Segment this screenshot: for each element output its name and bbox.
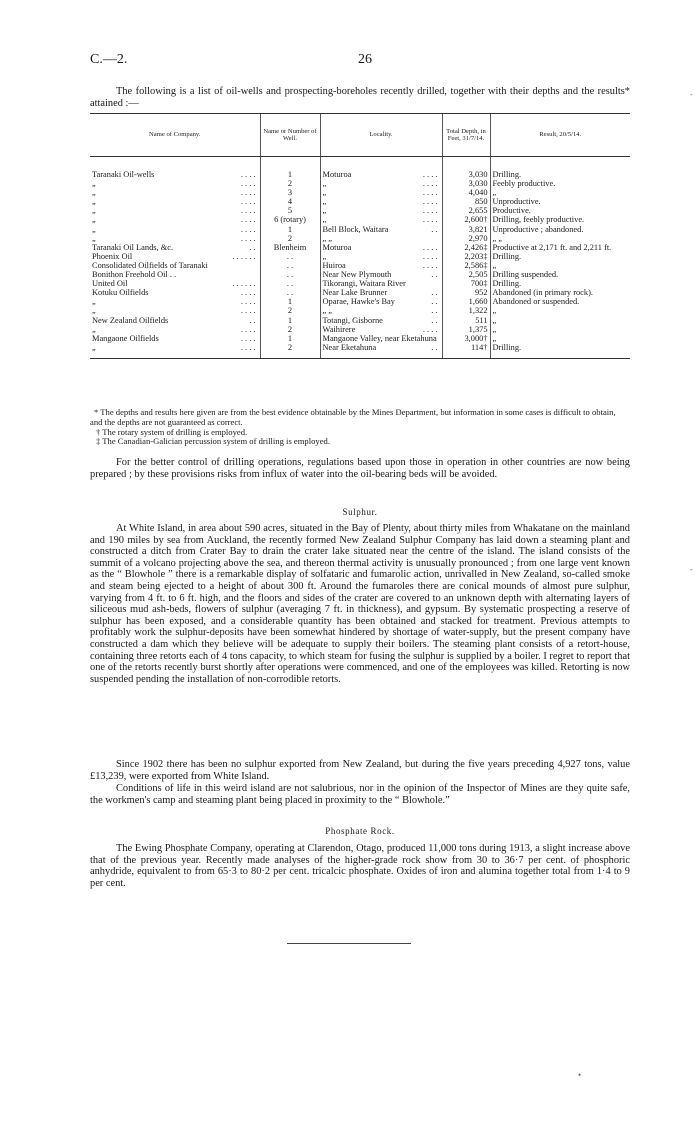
cell-depth: 850	[442, 197, 490, 206]
cell-depth: 2,426‡	[442, 243, 490, 252]
sulphur-heading: Sulphur.	[342, 507, 378, 517]
cell-result: Drilling.	[490, 279, 630, 288]
cell-company: Mangaone Oilfields . . . .	[92, 333, 256, 343]
cell-well: Blenheim	[260, 243, 320, 252]
cell-result: Feebly productive.	[490, 179, 630, 188]
cell-company: Taranaki Oil-wells . . . .	[92, 170, 256, 179]
margin-dot: •	[578, 1070, 582, 1080]
cell-result: Productive at 2,171 ft. and 2,211 ft.	[490, 243, 630, 252]
table-row	[90, 297, 630, 306]
cell-result: Unproductive ; abandoned.	[490, 225, 630, 234]
cell-well: 2	[260, 234, 320, 243]
cell-well: 1	[260, 157, 320, 180]
table-row	[90, 234, 630, 243]
cell-locality: Bell Block, Waitara . .	[320, 225, 442, 234]
col-depth: Total Depth, in Feet, 31/7/14.	[442, 114, 490, 157]
cell-locality: Moturoa . . . .	[320, 243, 442, 252]
cell-well: 2	[260, 179, 320, 188]
cell-company: Consolidated Oilfields of Taranaki	[92, 260, 208, 270]
cell-depth: 114†	[442, 343, 490, 359]
cell-locality: „ . . . .	[320, 197, 442, 206]
oil-wells-table	[90, 113, 630, 359]
cell-depth: 700‡	[442, 279, 490, 288]
cell-depth: 1,322	[442, 306, 490, 315]
table-row	[90, 343, 630, 359]
cell-result: Drilling.	[490, 343, 630, 359]
table-row	[90, 334, 630, 343]
table-header-row	[90, 114, 630, 157]
phosphate-paragraph: The Ewing Phosphate Company, operating at Clarendon, Otago, produced 11,000 tons during 1913, a slight increase above that of the previous year. Recently made analyses of the higher-grade rock show from 30 to 36·7 per cent. of phosphoric anhydride, equivalent to from 65·3 to 80·2 per cent. tricalcic phosphate. Oxides of iron and alumina together total from 1·4 to 9 per cent.	[90, 843, 630, 889]
cell-locality: Near Eketahuna . .	[320, 343, 442, 359]
control-paragraph: For the better control of drilling operations, regulations based upon those in operation in other countries are now being prepared ; by these provisions risks from influx of water into the oil-bearing beds will be avoided.	[90, 457, 630, 480]
table-row	[90, 157, 630, 180]
margin-mark: -	[690, 90, 693, 99]
table-row	[90, 188, 630, 197]
table-row	[90, 270, 630, 279]
cell-company: Phoenix Oil . . . . . .	[92, 251, 256, 261]
cell-locality: Tikorangi, Waitara River	[320, 279, 442, 288]
col-locality: Locality.	[320, 114, 442, 157]
margin-mark: -	[690, 565, 693, 574]
table-row	[90, 179, 630, 188]
cell-locality: Mangaone Valley, near Eketahuna	[320, 334, 442, 343]
cell-well: 4	[260, 197, 320, 206]
cell-company: „ . . . .	[92, 306, 256, 316]
cell-depth: 2,505	[442, 270, 490, 279]
cell-well: 2	[260, 343, 320, 359]
table-row	[90, 243, 630, 252]
cell-locality: „ . . . .	[320, 252, 442, 261]
cell-well: 1	[260, 334, 320, 343]
cell-locality: „ „ . .	[320, 306, 442, 315]
table-row	[90, 215, 630, 224]
cell-well: 2	[260, 306, 320, 315]
page-number: 26	[358, 52, 372, 67]
cell-result: Drilling suspended.	[490, 270, 630, 279]
sulphur-paragraph-1: At White Island, in area about 590 acres, situated in the Bay of Plenty, about thirty miles from Whakatane on the mainland and 190 miles by sea from Auckland, the recently formed New Zealand Sulphur Company has laid down a steaming plant and constructed a ditch from Crater Bay to drain the crater lake situated near the centre of the island. The island consists of the summit of a volcano projecting above the sea, and thereon thermal activity is unusually pronounced ; from one large vent known as the “ Blowhole ” there is a remarkable display of solfataric and fumarolic action, unrivalled in New Zealand, so-called smoke and steam being ejected to a height of about 300 ft. Around the fumaroles there are conical mounds of almost pure sulphur, varying from 4 ft. to 6 ft. high, and the floors and sides of the crater are covered to an unknown depth with alternating layers of siliceous mud ash-beds, flowers of sulphur (averaging 7 ft. in thickness), and gypsum. By systematic prospecting a reserve of sulphur has been exposed, and a considerable quantity has been obtained and stacked for treatment. Previous attempts to profitably work the sulphur-deposits have been somewhat hindered by shortage of water-supply, but the present company have constructed a dam which they believe will be adequate to supply their boilers. The steaming plant consists of a retort-house, containing three retorts each of 4 tons capacity, to which steam for fusing the sulphur is supplied by a boiler. I regret to report that one of the retorts recently burst shortly after operations were commenced, and one of the employees was killed. Retorting is now suspended pending the installation of non-corrodible retorts.	[90, 523, 630, 685]
cell-locality: Near Lake Brunner . .	[320, 288, 442, 297]
table-row	[90, 316, 630, 325]
cell-result: „	[490, 334, 630, 343]
cell-company: United Oil . . . . . .	[92, 279, 256, 289]
cell-locality: Waihirere . . . .	[320, 325, 442, 334]
cell-well: . .	[260, 270, 320, 279]
page-header	[90, 52, 630, 72]
cell-depth: 511	[442, 316, 490, 325]
cell-locality: Totangi, Gisborne . .	[320, 316, 442, 325]
cell-depth: 2,655	[442, 206, 490, 215]
closing-rule	[287, 943, 411, 944]
cell-well: 1	[260, 316, 320, 325]
cell-result: „	[490, 316, 630, 325]
cell-well: 1	[260, 225, 320, 234]
cell-company: Taranaki Oil Lands, &c. . .	[92, 242, 256, 252]
footnote-asterisk: * The depths and results here given are from the best evidence obtainable by the Mines Department, but information in some cases is difficult to obtain, and the depths are not guaranteed as correct.	[90, 407, 616, 427]
cell-depth: 4,040	[442, 188, 490, 197]
cell-well: 6 (rotary)	[260, 215, 320, 224]
cell-result: Drilling.	[490, 252, 630, 261]
cell-locality: „ . . . .	[320, 206, 442, 215]
cell-well: . .	[260, 288, 320, 297]
table-row	[90, 225, 630, 234]
cell-locality: „ . . . .	[320, 179, 442, 188]
cell-company: „ . . . .	[92, 188, 256, 198]
table-row	[90, 197, 630, 206]
col-result: Result, 20/5/14.	[490, 114, 630, 157]
col-company: Name of Company.	[90, 114, 260, 157]
table-body	[90, 157, 630, 359]
cell-company: „ . . . .	[92, 206, 256, 216]
cell-company: „ . . . .	[92, 297, 256, 307]
cell-well: . .	[260, 252, 320, 261]
cell-company: „ . . . .	[92, 179, 256, 189]
cell-depth: 2,600†	[442, 215, 490, 224]
cell-result: Drilling, feebly productive.	[490, 215, 630, 224]
phosphate-heading: Phosphate Rock.	[325, 826, 395, 836]
cell-result: Productive.	[490, 206, 630, 215]
cell-well: . .	[260, 261, 320, 270]
table-row	[90, 261, 630, 270]
cell-depth: 2,586‡	[442, 261, 490, 270]
table-row	[90, 288, 630, 297]
cell-result: Unproductive.	[490, 197, 630, 206]
cell-result: Abandoned (in primary rock).	[490, 288, 630, 297]
intro-paragraph: The following is a list of oil-wells and prospecting-boreholes recently drilled, together with their depths and the results* attained :—	[90, 86, 630, 109]
cell-well: 5	[260, 206, 320, 215]
table-row	[90, 206, 630, 215]
table-row	[90, 279, 630, 288]
cell-depth: 3,000†	[442, 334, 490, 343]
cell-company: Kotuku Oilfields . . . .	[92, 288, 256, 298]
cell-company: New Zealand Oilfields . .	[92, 315, 256, 325]
cell-result: „	[490, 306, 630, 315]
col-well: Name or Number of Well.	[260, 114, 320, 157]
cell-result: „	[490, 261, 630, 270]
cell-locality: „ . . . .	[320, 188, 442, 197]
cell-depth: 952	[442, 288, 490, 297]
table-row	[90, 306, 630, 315]
cell-locality: „ „	[320, 234, 442, 243]
cell-depth: 2,203‡	[442, 252, 490, 261]
sulphur-paragraph-2: Since 1902 there has been no sulphur exported from New Zealand, but during the five years preceding 4,927 tons, value £13,239, were exported from White Island.	[90, 759, 630, 782]
footnotes	[90, 408, 630, 447]
cell-locality: Moturoa . . . .	[320, 157, 442, 180]
cell-depth: 3,030	[442, 179, 490, 188]
document-reference: C.—2.	[90, 52, 128, 67]
table-row	[90, 252, 630, 261]
cell-result: „	[490, 188, 630, 197]
cell-result: „	[490, 325, 630, 334]
cell-well: . .	[260, 279, 320, 288]
cell-company: „ . . . .	[92, 324, 256, 334]
cell-depth: 1,375	[442, 325, 490, 334]
cell-result: Abandoned or suspended.	[490, 297, 630, 306]
cell-result: „ „	[490, 234, 630, 243]
cell-result: Drilling.	[490, 157, 630, 180]
cell-locality: „ . . . .	[320, 215, 442, 224]
footnote-dagger: † The rotary system of drilling is employed.	[96, 426, 248, 437]
cell-depth: 1,660	[442, 297, 490, 306]
cell-depth: 3,821	[442, 225, 490, 234]
cell-company: „ . . . .	[92, 215, 256, 225]
table-row	[90, 325, 630, 334]
cell-well: 2	[260, 325, 320, 334]
cell-well: 3	[260, 188, 320, 197]
cell-well: 1	[260, 297, 320, 306]
sulphur-paragraph-3: Conditions of life in this weird island are not salubrious, nor in the opinion of the Inspector of Mines are they quite safe, the workmen's camp and steaming plant being placed in proximity to the “ Blowhole.”	[90, 783, 630, 806]
cell-company: „ . . . .	[92, 233, 256, 243]
cell-company: „ . . . .	[90, 343, 260, 359]
cell-company: Bonithon Freehold Oil . .	[92, 270, 177, 280]
cell-locality: Oparae, Hawke's Bay . .	[320, 297, 442, 306]
cell-locality: Huiroa . . . .	[320, 261, 442, 270]
footnote-double-dagger: ‡ The Canadian-Galician percussion system of drilling is employed.	[96, 436, 330, 447]
cell-company: „ . . . .	[92, 197, 256, 207]
cell-locality: Near New Plymouth . .	[320, 270, 442, 279]
cell-company: „ . . . .	[92, 224, 256, 234]
cell-depth: 3,030	[442, 157, 490, 180]
cell-depth: 2,970	[442, 234, 490, 243]
